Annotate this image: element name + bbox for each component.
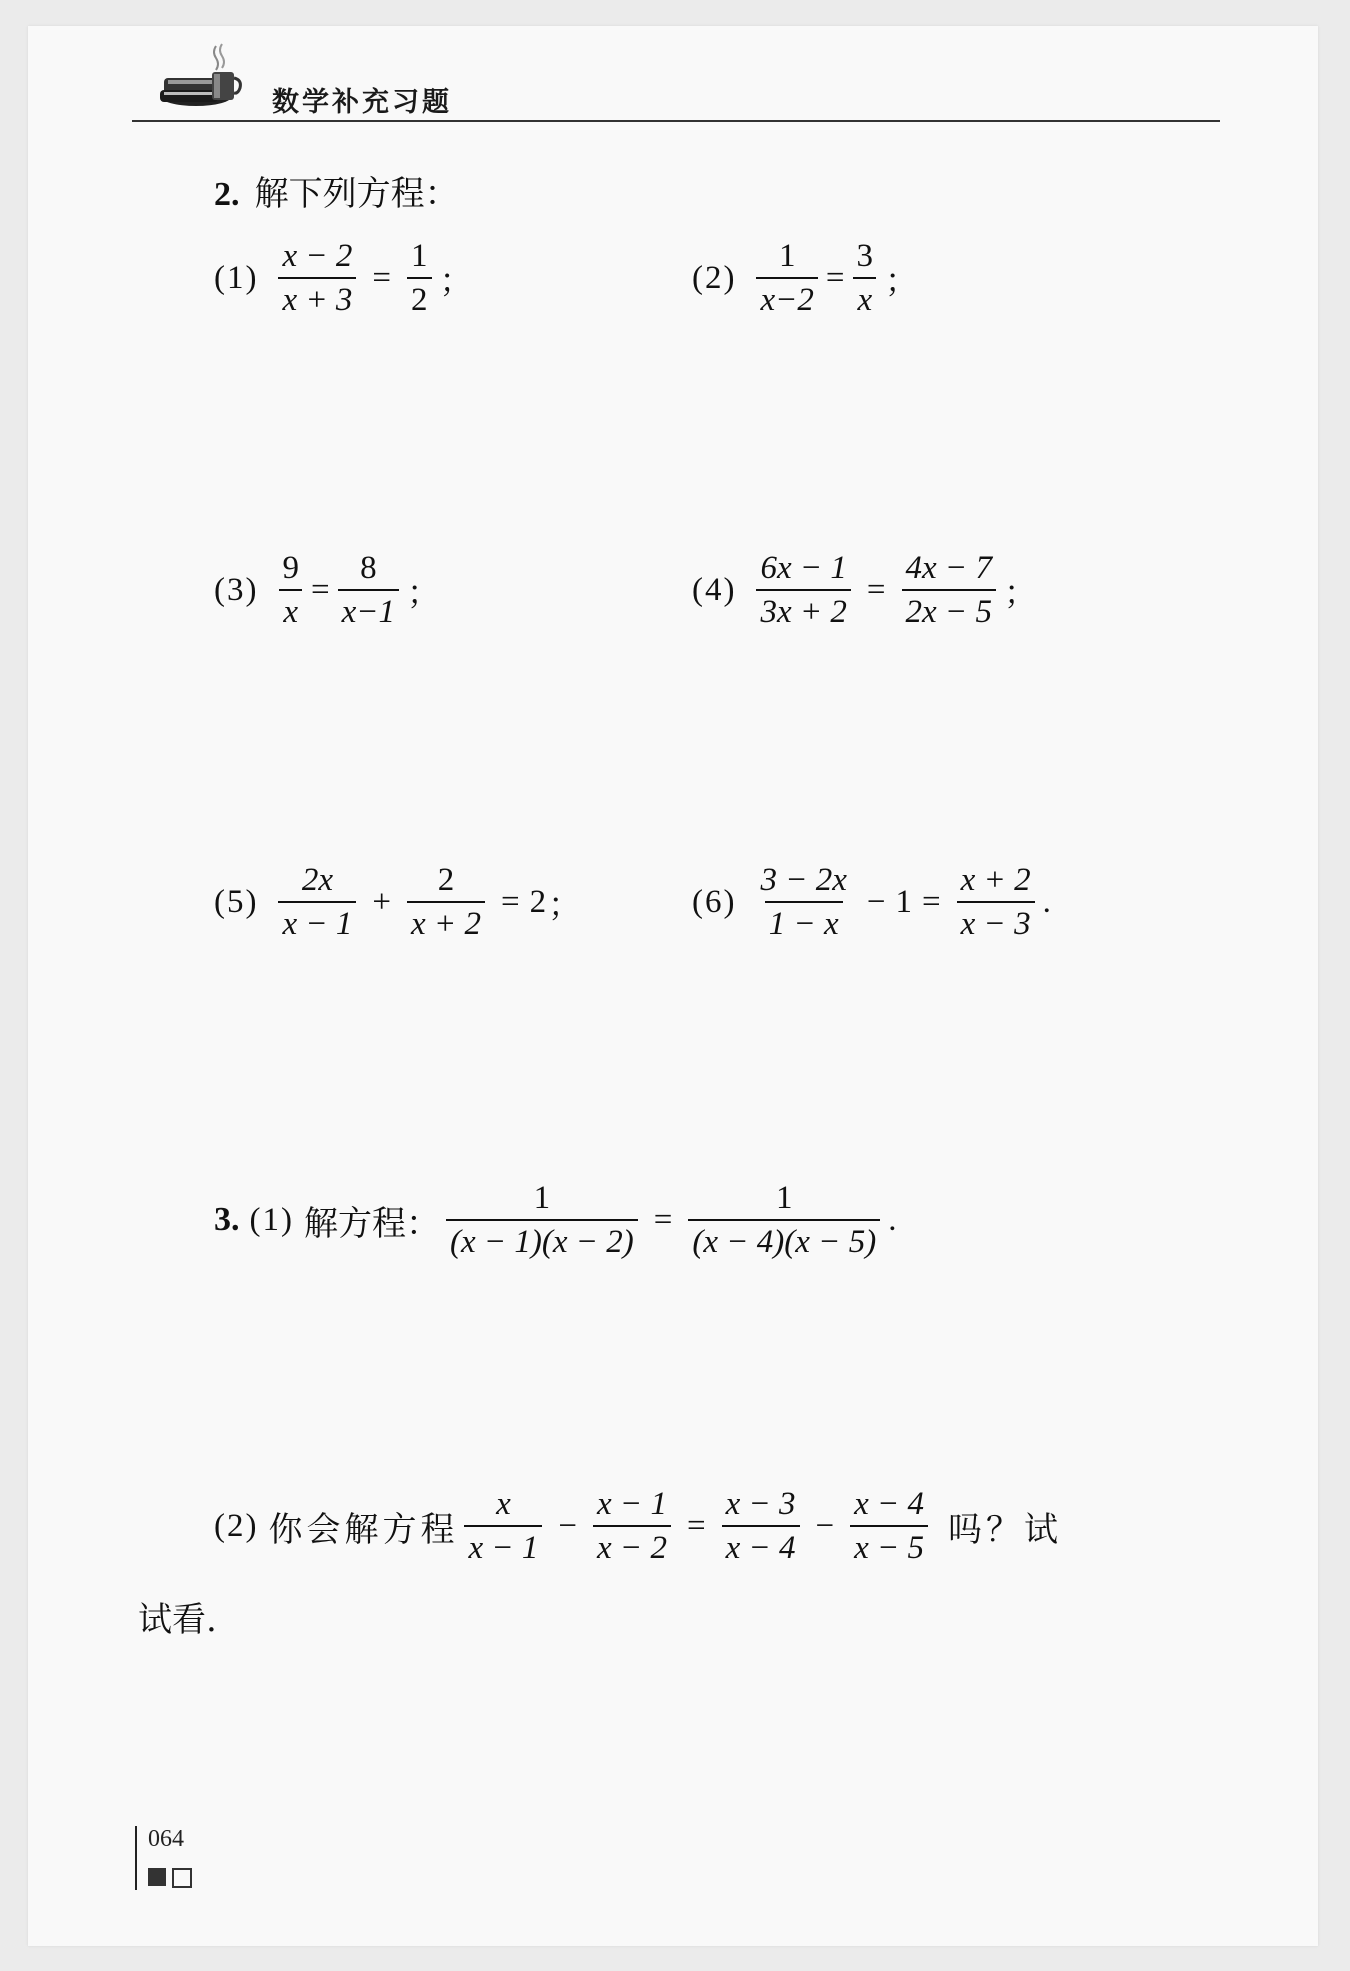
equation-label: (4) [692,571,737,608]
empty-square-icon [172,1868,192,1888]
equation-label: (6) [692,883,737,920]
numerator: x − 3 [725,1486,796,1522]
numerator: 4x − 7 [905,550,992,586]
denominator: x [853,277,876,318]
equation-3 [214,550,440,631]
equals-sign: = [310,571,330,608]
numerator: x + 2 [960,862,1031,898]
fraction [446,1180,638,1261]
numerator: x − 2 [282,238,353,274]
numerator: 1 [776,1180,793,1216]
fraction [278,238,356,319]
part-label: (2) [214,1507,259,1544]
question-text: 吗？试 [948,1509,1063,1550]
fraction [278,550,303,631]
numerator: 2 [437,862,455,898]
numerator: 2x [301,862,334,898]
numerator: 1 [411,238,428,274]
numerator: 1 [533,1180,551,1216]
punctuation: ； [407,575,441,612]
equation-2 [692,238,918,319]
denominator: x + 2 [407,901,485,942]
numerator: x − 4 [854,1486,925,1522]
equals-sign: = [500,883,520,920]
fraction [756,238,817,319]
denominator: 3x + 2 [756,589,850,630]
fraction [593,1486,671,1567]
books-and-mug-icon [158,40,242,112]
problem-instruction: 解下列方程： [254,174,459,214]
denominator: x [279,589,302,630]
denominator: x − 1 [464,1525,542,1566]
equation-6 [692,862,1051,943]
denominator: (x − 1)(x − 2) [446,1219,638,1260]
problem-3-part-2 [214,1486,1062,1567]
denominator: x − 5 [850,1525,928,1566]
equals-sign: = [653,1201,673,1238]
constant-term: 1 [895,883,913,920]
equals-sign: = [866,571,886,608]
equals-sign: = [372,259,392,296]
fraction [338,550,399,631]
fraction [756,862,850,943]
equation-1 [214,238,473,319]
equation-label: (3) [214,571,259,608]
equation-4 [692,550,1037,631]
equation-label: (2) [692,259,737,296]
punctuation: ； [885,263,919,300]
denominator: x−2 [756,277,817,318]
punctuation: ； [439,263,473,300]
punctuation: ； [1003,575,1037,612]
numerator: 8 [360,550,377,586]
numerator: 6x − 1 [760,550,847,586]
problem-number: 3. [214,1201,240,1239]
instruction-text: 解方程： [303,1203,440,1244]
denominator: 2x − 5 [902,589,996,630]
problem-3-part-1 [214,1180,896,1261]
fraction [722,1486,800,1567]
denominator: x − 1 [278,901,356,942]
numerator: 9 [282,550,299,586]
numerator: x − 1 [597,1486,667,1522]
denominator: x−1 [338,589,399,630]
fraction [407,862,485,943]
denominator: x − 3 [957,901,1035,942]
denominator: 1 − x [765,901,843,942]
plus-sign: + [372,883,392,920]
part-label: (1) [249,1201,294,1238]
fraction [688,1180,880,1261]
denominator: x − 4 [722,1525,800,1566]
denominator: x − 2 [593,1525,671,1566]
punctuation: ； [548,887,582,924]
equals-sign: = [825,259,845,296]
fraction [407,238,432,319]
header-title: 数学补充习题 [272,87,452,118]
right-hand-side: 2 [529,883,547,920]
question-text: 你会解方程 [268,1509,459,1550]
denominator: x + 3 [278,277,356,318]
equation-label: (1) [214,259,259,296]
page-number: 064 [148,1826,184,1852]
footer-divider [135,1826,137,1890]
fraction [464,1486,542,1567]
filled-square-icon [148,1868,166,1886]
minus-sign: − [558,1507,578,1544]
equals-sign: = [686,1507,706,1544]
fraction [853,238,878,319]
minus-sign: − [815,1507,835,1544]
denominator: (x − 4)(x − 5) [688,1219,880,1260]
fraction [756,550,850,631]
question-text-continued: 试看. [138,1600,217,1640]
punctuation: . [1042,883,1051,920]
numerator: 3 [856,238,874,274]
numerator: 3 − 2x [760,862,847,898]
equation-5 [214,862,581,943]
equation-label: (5) [214,883,259,920]
denominator: 2 [407,277,432,318]
problem-number: 2. [214,176,240,213]
fraction [278,862,356,943]
equals-sign: = [922,883,941,920]
fraction [957,862,1035,943]
fraction [850,1486,928,1567]
fraction [902,550,996,631]
header-divider [132,120,1220,122]
punctuation: . [888,1201,897,1238]
numerator: x [496,1486,511,1522]
numerator: 1 [778,238,796,274]
problem-2-heading [214,166,459,215]
minus-sign: − [866,883,886,920]
